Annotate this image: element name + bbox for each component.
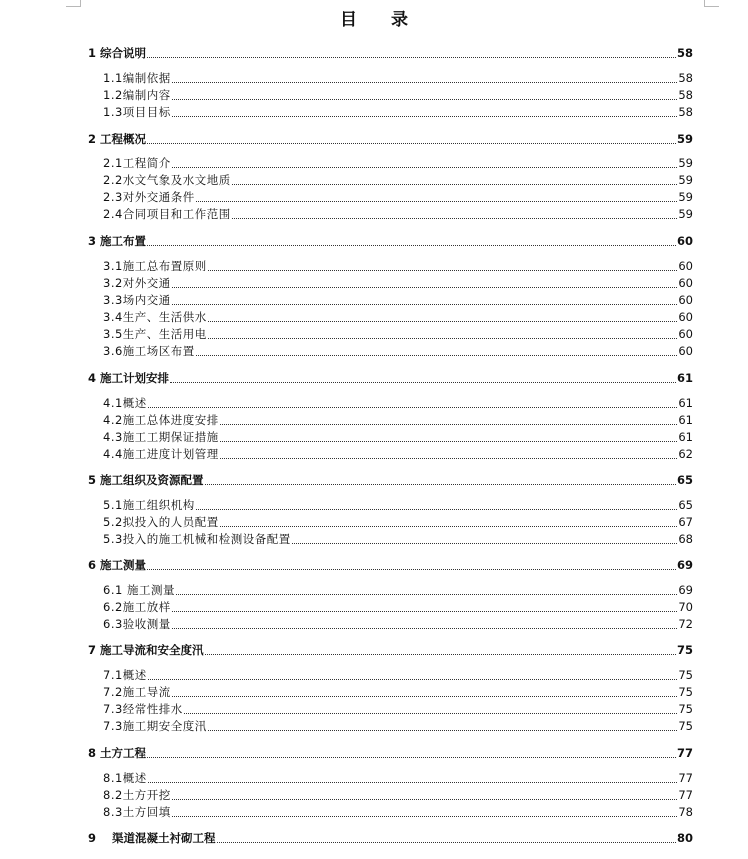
toc-subsection[interactable]	[103, 700, 693, 717]
toc-page-number: 59	[678, 156, 693, 170]
toc-entry-label: 3.2对外交通	[103, 276, 171, 290]
dot-leader	[172, 82, 678, 83]
toc-page-number: 58	[676, 46, 693, 60]
toc-subsection[interactable]	[103, 683, 693, 700]
toc-entry-label: 2.3对外交通条件	[103, 190, 195, 204]
toc-page-number: 75	[676, 643, 693, 657]
toc-subsection[interactable]	[103, 786, 693, 803]
dot-leader	[292, 543, 678, 544]
toc-page-number: 60	[678, 310, 693, 324]
dot-leader	[232, 184, 678, 185]
toc-section-3[interactable]	[88, 232, 693, 249]
toc-section-2[interactable]	[88, 130, 693, 147]
toc-entry-label: 4.2施工总体进度安排	[103, 413, 219, 427]
dot-leader	[172, 628, 678, 629]
toc-subsection[interactable]	[103, 205, 693, 222]
toc-entry-label: 2 工程概况	[88, 132, 147, 146]
toc-page-number: 75	[678, 685, 693, 699]
dot-leader	[196, 355, 678, 356]
dot-leader	[208, 321, 678, 322]
toc-entry-label: 1.2编制内容	[103, 88, 171, 102]
dot-leader	[147, 569, 676, 570]
toc-entry-label: 8 土方工程	[88, 746, 147, 760]
toc-page-number: 77	[676, 746, 693, 760]
toc-section-9[interactable]	[88, 829, 693, 846]
toc-entry-label: 7.2施工导流	[103, 685, 171, 699]
toc-page-number: 65	[678, 498, 693, 512]
toc-subsection[interactable]	[103, 342, 693, 359]
dot-leader	[147, 245, 676, 246]
dot-leader	[172, 816, 678, 817]
toc-subsection[interactable]	[103, 803, 693, 820]
toc-entry-label: 7.3施工期安全度汛	[103, 719, 207, 733]
toc-subsection[interactable]	[103, 325, 693, 342]
toc-subsection[interactable]	[103, 411, 693, 428]
toc-page-number: 68	[678, 532, 693, 546]
toc-subsection[interactable]	[103, 428, 693, 445]
toc-subsection[interactable]	[103, 291, 693, 308]
toc-entry-label: 8.2土方开挖	[103, 788, 171, 802]
toc-page-number: 62	[678, 447, 693, 461]
toc-entry-label: 8.3土方回填	[103, 805, 171, 819]
toc-page-number: 77	[678, 771, 693, 785]
toc-entry-label: 1 综合说明	[88, 46, 147, 60]
dot-leader	[172, 611, 678, 612]
toc-entry-label: 1.3项目目标	[103, 105, 171, 119]
dot-leader	[220, 424, 678, 425]
toc-subsection[interactable]	[103, 394, 693, 411]
toc-page-number: 60	[678, 344, 693, 358]
dot-leader	[196, 509, 678, 510]
toc-page-number: 60	[678, 327, 693, 341]
toc-section-5[interactable]	[88, 471, 693, 488]
toc-entry-label: 8.1概述	[103, 771, 147, 785]
toc-section-6[interactable]	[88, 556, 693, 573]
toc-entry-label: 3.4生产、生活供水	[103, 310, 207, 324]
dot-leader	[148, 407, 678, 408]
toc-page-number: 59	[678, 190, 693, 204]
toc-page-number: 59	[678, 173, 693, 187]
toc-entry-label: 7.1概述	[103, 668, 147, 682]
toc-page-number: 75	[678, 702, 693, 716]
dot-leader	[172, 696, 678, 697]
toc-page-number: 67	[678, 515, 693, 529]
toc-entry-label: 4.3施工工期保证措施	[103, 430, 219, 444]
toc-entry-label: 3 施工布置	[88, 234, 147, 248]
dot-leader	[220, 441, 678, 442]
toc-entry-label: 2.4合同项目和工作范围	[103, 207, 231, 221]
toc-section-8[interactable]	[88, 744, 693, 761]
toc-entry-label: 1.1编制依据	[103, 71, 171, 85]
toc-entry-label: 6 施工测量	[88, 558, 147, 572]
dot-leader	[148, 782, 678, 783]
toc-entry-label: 6.3验收测量	[103, 617, 171, 631]
toc-page-number: 60	[676, 234, 693, 248]
toc-page-number: 59	[678, 207, 693, 221]
toc-page-number: 58	[678, 71, 693, 85]
dot-leader	[147, 57, 676, 58]
toc-entry-label: 3.5生产、生活用电	[103, 327, 207, 341]
toc-page-number: 60	[678, 276, 693, 290]
toc-page-number: 80	[676, 831, 693, 845]
toc-page-number: 65	[676, 473, 693, 487]
toc-subsection[interactable]	[103, 69, 693, 86]
toc-entry-label: 6.1 施工测量	[103, 583, 175, 597]
toc-subsection[interactable]	[103, 103, 693, 120]
dot-leader	[172, 167, 678, 168]
toc-subsection[interactable]	[103, 496, 693, 513]
toc-subsection[interactable]	[103, 308, 693, 325]
toc-page-number: 69	[676, 558, 693, 572]
toc-entry-label: 5.3投入的施工机械和检测设备配置	[103, 532, 291, 546]
toc-subsection[interactable]	[103, 530, 693, 547]
dot-leader	[220, 526, 678, 527]
dot-leader	[208, 270, 678, 271]
toc-page-number: 61	[678, 413, 693, 427]
toc-subsection[interactable]	[103, 154, 693, 171]
toc-page-number: 75	[678, 668, 693, 682]
toc-page-number: 60	[678, 259, 693, 273]
dot-leader	[147, 143, 676, 144]
toc-subsection[interactable]	[103, 257, 693, 274]
dot-leader	[217, 842, 676, 843]
toc-entry-label: 5.1施工组织机构	[103, 498, 195, 512]
toc-page-number: 75	[678, 719, 693, 733]
toc-subsection[interactable]	[103, 666, 693, 683]
toc-page-number: 61	[676, 371, 693, 385]
toc-section-7[interactable]	[88, 641, 693, 658]
toc-page-number: 61	[678, 396, 693, 410]
toc-page-number: 58	[678, 88, 693, 102]
dot-leader	[172, 304, 678, 305]
toc-subsection[interactable]	[103, 513, 693, 530]
toc-page-number: 70	[678, 600, 693, 614]
toc-page-number: 78	[678, 805, 693, 819]
dot-leader	[208, 730, 678, 731]
toc-subsection[interactable]	[103, 188, 693, 205]
toc-entry-label: 5 施工组织及资源配置	[88, 473, 204, 487]
dot-leader	[184, 713, 678, 714]
toc-subsection[interactable]	[103, 445, 693, 462]
dot-leader	[205, 654, 676, 655]
toc-entry-label: 4.1概述	[103, 396, 147, 410]
toc-entry-label: 7 施工导流和安全度汛	[88, 643, 204, 657]
toc-entry-label: 4.4施工进度计划管理	[103, 447, 219, 461]
toc-entry-label: 2.1工程简介	[103, 156, 171, 170]
toc-title: 目 录	[340, 10, 422, 30]
toc-page-number: 58	[678, 105, 693, 119]
dot-leader	[232, 218, 678, 219]
dot-leader	[170, 382, 676, 383]
dot-leader	[172, 287, 678, 288]
toc-subsection[interactable]	[103, 581, 693, 598]
toc-subsection[interactable]	[103, 615, 693, 632]
toc-page-number: 61	[678, 430, 693, 444]
dot-leader	[208, 338, 678, 339]
toc-entry-label: 3.3场内交通	[103, 293, 171, 307]
toc-entry-label: 3.1施工总布置原则	[103, 259, 207, 273]
dot-leader	[196, 201, 678, 202]
toc-subsection[interactable]	[103, 769, 693, 786]
toc-entry-label: 2.2水文气象及水文地质	[103, 173, 231, 187]
dot-leader	[147, 757, 676, 758]
toc-subsection[interactable]	[103, 717, 693, 734]
toc-page-number: 60	[678, 293, 693, 307]
toc-entry-label: 9 渠道混凝土衬砌工程	[88, 831, 216, 845]
toc-section-1[interactable]	[88, 44, 693, 61]
toc-entry-label: 7.3经常性排水	[103, 702, 183, 716]
toc-entry-label: 3.6施工场区布置	[103, 344, 195, 358]
toc-page-number: 59	[676, 132, 693, 146]
toc-section-4[interactable]	[88, 369, 693, 386]
toc-page-number: 72	[678, 617, 693, 631]
dot-leader	[176, 594, 677, 595]
dot-leader	[172, 116, 678, 117]
toc-page-number: 77	[678, 788, 693, 802]
toc-subsection[interactable]	[103, 274, 693, 291]
dot-leader	[148, 679, 678, 680]
toc-subsection[interactable]	[103, 598, 693, 615]
toc-entry-label: 6.2施工放样	[103, 600, 171, 614]
dot-leader	[172, 799, 678, 800]
toc-subsection[interactable]	[103, 171, 693, 188]
toc-entry-label: 4 施工计划安排	[88, 371, 170, 385]
toc-entry-label: 5.2拟投入的人员配置	[103, 515, 219, 529]
toc-page-number: 69	[678, 583, 693, 597]
dot-leader	[220, 458, 678, 459]
dot-leader	[205, 484, 676, 485]
toc-subsection[interactable]	[103, 86, 693, 103]
dot-leader	[172, 99, 678, 100]
